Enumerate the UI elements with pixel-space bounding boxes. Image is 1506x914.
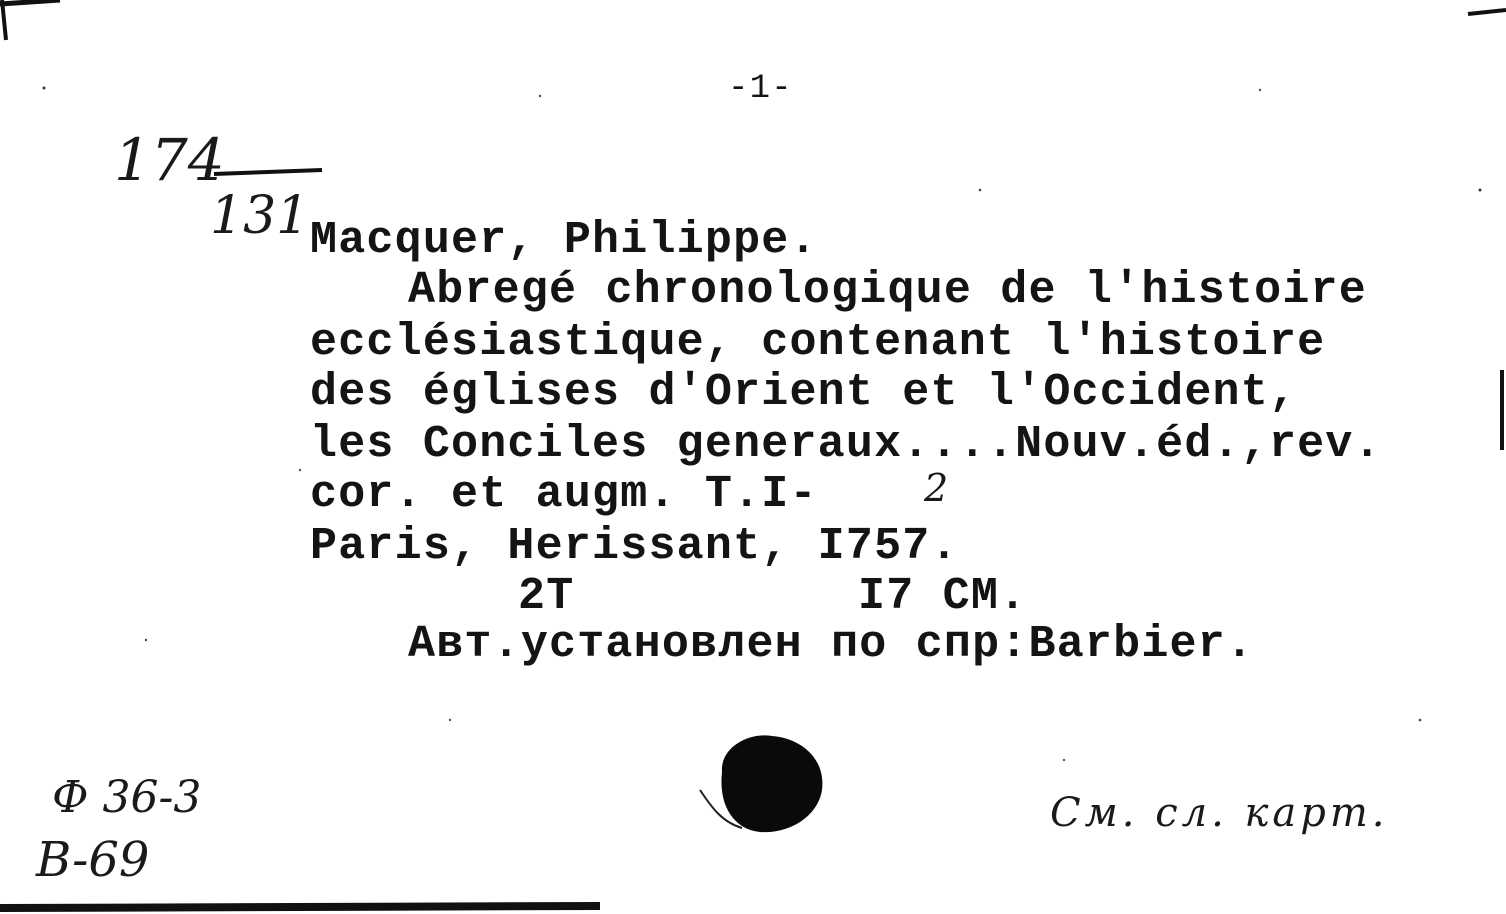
title-line-3: des églises d'Orient et l'Occident, [310, 367, 1298, 418]
author-heading: Macquer, Philippe. [310, 215, 818, 266]
shelf-mark-1: Ф 36-3 [52, 772, 202, 823]
cross-reference: См. сл. карт. [1050, 790, 1389, 836]
imprint: Paris, Herissant, I757. [310, 521, 959, 572]
title-line-1: Abregé chronologique de l'histoire [408, 265, 1367, 316]
shelf-mark-2: B-69 [36, 832, 150, 888]
call-number-top: 174 [114, 126, 225, 194]
collation-size: I7 CM. [858, 571, 1028, 622]
authorship-note: Авт.установлен по спр:Barbier. [408, 619, 1255, 670]
collation-volumes: 2T [518, 571, 575, 622]
page-number: -1- [728, 70, 793, 108]
volume-end-handwritten: 2 [924, 466, 949, 510]
title-line-2: ecclésiastique, contenant l'histoire [310, 317, 1326, 368]
call-number-bottom: 131 [210, 186, 310, 246]
title-line-4: les Conciles generaux....Nouv.éd.,rev. [310, 419, 1382, 470]
title-line-5: cor. et augm. T.I- [310, 469, 818, 520]
